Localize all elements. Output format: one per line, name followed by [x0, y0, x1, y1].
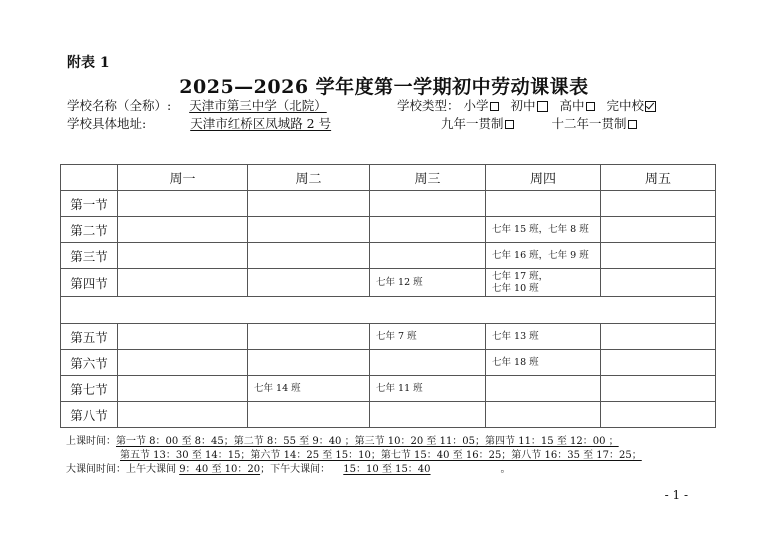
table-cell [248, 269, 370, 297]
school-name-row [67, 96, 333, 114]
table-cell [486, 402, 601, 428]
table-cell [118, 324, 248, 350]
school-name-value: 天津市第三中学（北院） [189, 98, 327, 113]
system-option-twelve: 十二年一贯制 [551, 116, 627, 131]
page-number: - 1 - [664, 488, 688, 502]
table-cell [118, 217, 248, 243]
checkbox-complete-checked[interactable] [645, 101, 656, 112]
table-cell [601, 191, 716, 217]
page-title: 2025—2026 学年度第一学期初中劳动课课表 [179, 76, 589, 98]
table-cell [118, 191, 248, 217]
table-cell [118, 269, 248, 297]
class-time-line-2: 第五节 13：30 至 14：15；第六节 14：25 至 15：10；第七节 15：40 至 16：25；第八节 16：35 至 17：25； [120, 450, 642, 461]
period-label: 第一节 [61, 191, 118, 217]
break-am-value: 9：40 至 10：20 [179, 464, 261, 475]
type-option-primary: 小学 [463, 98, 489, 113]
checkbox-twelve-year[interactable] [628, 120, 637, 129]
header-day-wed: 周三 [370, 165, 486, 191]
class-time-note [66, 432, 619, 447]
table-cell [118, 243, 248, 269]
table-cell [370, 191, 486, 217]
class-time-line-1: 第一节 8：00 至 8：45；第二节 8：55 至 9：40 ；第三节 10：20 至 11：05；第四节 11：15 至 12：00 ； [116, 436, 619, 447]
timetable-header-row [61, 165, 716, 191]
type-option-complete: 完中校 [606, 98, 645, 113]
table-row [61, 217, 716, 243]
table-row [61, 402, 716, 428]
table-cell [248, 350, 370, 376]
checkbox-junior[interactable] [537, 101, 548, 112]
table-cell: 七年 11 班 [370, 376, 486, 402]
checkbox-nine-year[interactable] [505, 120, 514, 129]
period-label: 第六节 [61, 350, 118, 376]
table-cell: 七年 15 班，七年 8 班 [486, 217, 601, 243]
table-cell: 七年 13 班 [486, 324, 601, 350]
table-cell [248, 243, 370, 269]
table-cell [601, 324, 716, 350]
period-label: 第四节 [61, 269, 118, 297]
table-cell [248, 402, 370, 428]
system-option-nine: 九年一贯制 [441, 116, 504, 131]
header-day-mon: 周一 [118, 165, 248, 191]
table-row [61, 324, 716, 350]
table-cell [118, 402, 248, 428]
table-cell [248, 217, 370, 243]
header-day-thu: 周四 [486, 165, 601, 191]
break-row [61, 297, 716, 324]
table-cell [486, 191, 601, 217]
table-cell [601, 243, 716, 269]
school-address-row [67, 114, 341, 132]
table-cell: 七年 14 班 [248, 376, 370, 402]
table-cell [601, 269, 716, 297]
table-cell: 七年 16 班，七年 9 班 [486, 243, 601, 269]
table-cell [370, 402, 486, 428]
table-row [61, 350, 716, 376]
period-label: 第七节 [61, 376, 118, 402]
timetable [60, 164, 716, 428]
table-cell [118, 376, 248, 402]
table-cell [370, 217, 486, 243]
break-row-cell [61, 297, 716, 324]
school-system-row [441, 114, 645, 132]
class-time-label: 上课时间： [66, 436, 116, 447]
header-day-fri: 周五 [601, 165, 716, 191]
table-cell [370, 350, 486, 376]
break-pm-value: 15：10 至 15：40 [343, 464, 431, 475]
break-time-label: 大课间时间： [66, 464, 126, 475]
checkbox-senior[interactable] [586, 102, 595, 111]
break-time-note [66, 460, 511, 475]
school-address-label: 学校具体地址: [67, 116, 147, 131]
table-cell: 七年 18 班 [486, 350, 601, 376]
school-type-row [397, 96, 664, 114]
header-corner [61, 165, 118, 191]
table-cell [118, 350, 248, 376]
period-label: 第二节 [61, 217, 118, 243]
type-option-senior: 高中 [559, 98, 585, 113]
table-row [61, 376, 716, 402]
checkbox-primary[interactable] [490, 102, 499, 111]
school-address-value: 天津市红桥区凤城路 2 号 [190, 116, 332, 131]
table-cell [601, 376, 716, 402]
table-row [61, 269, 716, 297]
school-type-label: 学校类型： [397, 98, 460, 113]
table-cell [370, 243, 486, 269]
period-label: 第三节 [61, 243, 118, 269]
table-cell [601, 350, 716, 376]
table-cell: 七年 12 班 [370, 269, 486, 297]
break-am-label: 上午大课间 [126, 464, 176, 475]
period-label: 第八节 [61, 402, 118, 428]
table-cell [248, 191, 370, 217]
school-name-label: 学校名称（全称）: [67, 98, 172, 113]
header-day-tue: 周二 [248, 165, 370, 191]
break-end: 。 [500, 464, 511, 475]
table-cell: 七年 7 班 [370, 324, 486, 350]
table-cell [601, 402, 716, 428]
period-label: 第五节 [61, 324, 118, 350]
table-cell [601, 217, 716, 243]
table-cell: 七年 17 班， 七年 10 班 [486, 269, 601, 297]
table-cell [486, 376, 601, 402]
table-row [61, 243, 716, 269]
table-row [61, 191, 716, 217]
table-cell [248, 324, 370, 350]
appendix-label: 附表 1 [67, 55, 110, 71]
class-time-note-2 [120, 446, 642, 461]
break-pm-label: ；下午大课间： [260, 464, 331, 475]
type-option-junior: 初中 [510, 98, 536, 113]
